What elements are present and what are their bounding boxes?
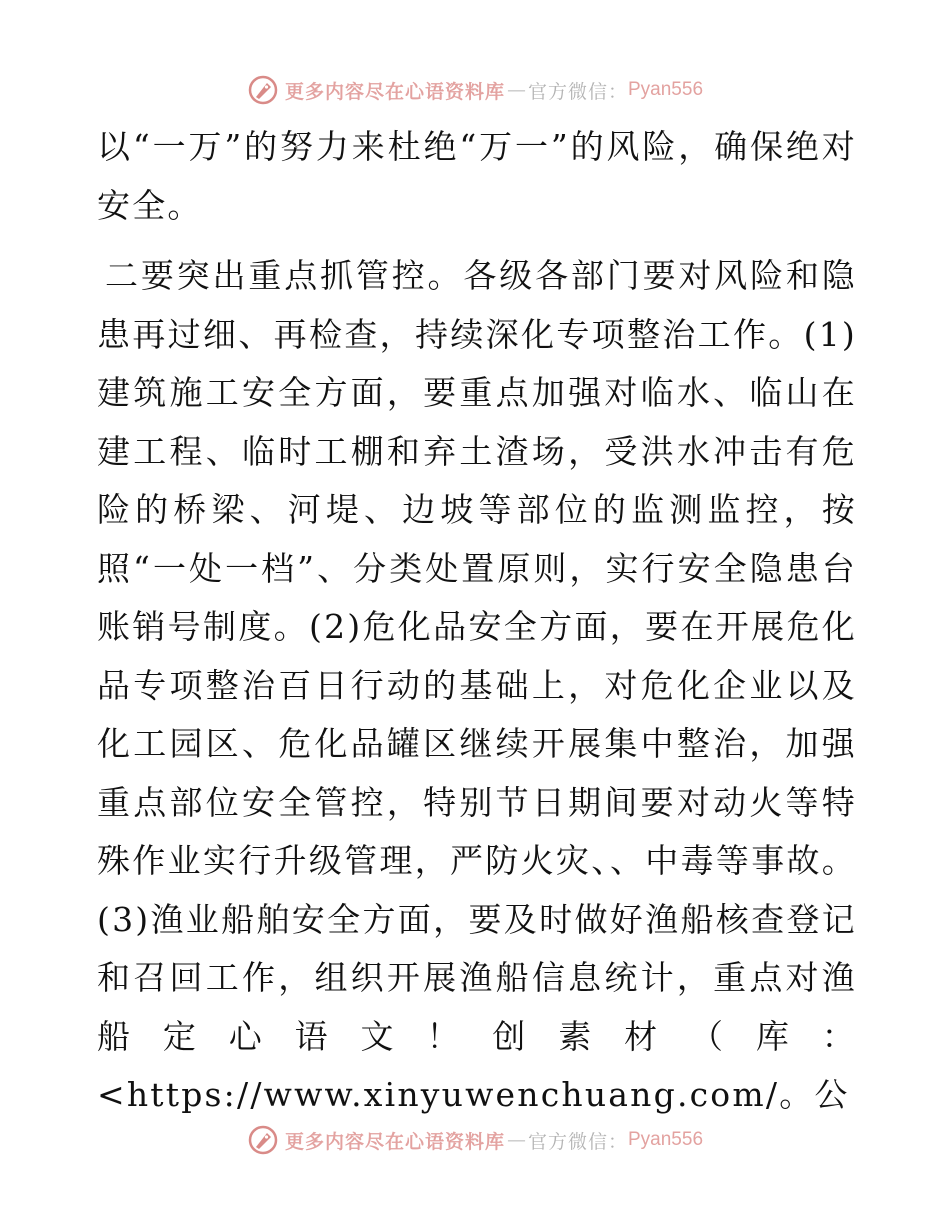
paragraph: 二要突出重点抓管控。各级各部门要对风险和隐患再过细、再检查，持续深化专项整治工作。(1)建筑施工安全方面，要重点加强对临水、临山在建工程、临时工棚和弃土渣场，受洪水冲击有危险的桥梁、河堤、边坡等部位的监测监控，按照“一处一档”、分类处置原则，实行安全隐患台账销号制度。(2)危化品安全方面，要在开展危化品专项整治百日行动的基础上，对危化企业以及化工园区、危化品罐区继续开展集中整治，加强重点部位安全管控，特别节日期间要对动火等特殊作业实行升级管理，严防火灾、、中毒等事故。(3)渔业船舶安全方面，要及时做好渔船核查登记和召回工作，组织开展渔船信息统计，重点对渔船定心语文！创素材（库：<https://www.xinyuwenchuang.com/。公 [97,256,857,1114]
paragraph: 以“一万”的努力来杜绝“万一”的风险，确保绝对安全。 [97,127,857,225]
watermark-official-label: 官方微信： [527,1130,628,1153]
watermark-wechat-id: Pyan556 [628,79,704,100]
pen-nib-circle-icon [247,1124,279,1156]
watermark-site-text: 更多内容尽在心语资料库 [284,1130,505,1153]
pen-nib-circle-icon [247,74,279,106]
footer-watermark [0,1120,950,1160]
watermark-official-label: 官方微信： [527,80,628,103]
header-watermark [0,70,950,110]
document-body [97,118,857,1125]
watermark-wechat-id: Pyan556 [628,1129,704,1150]
watermark-separator: — [506,1129,526,1151]
watermark-site-text: 更多内容尽在心语资料库 [284,80,505,103]
watermark-separator: — [506,79,526,101]
